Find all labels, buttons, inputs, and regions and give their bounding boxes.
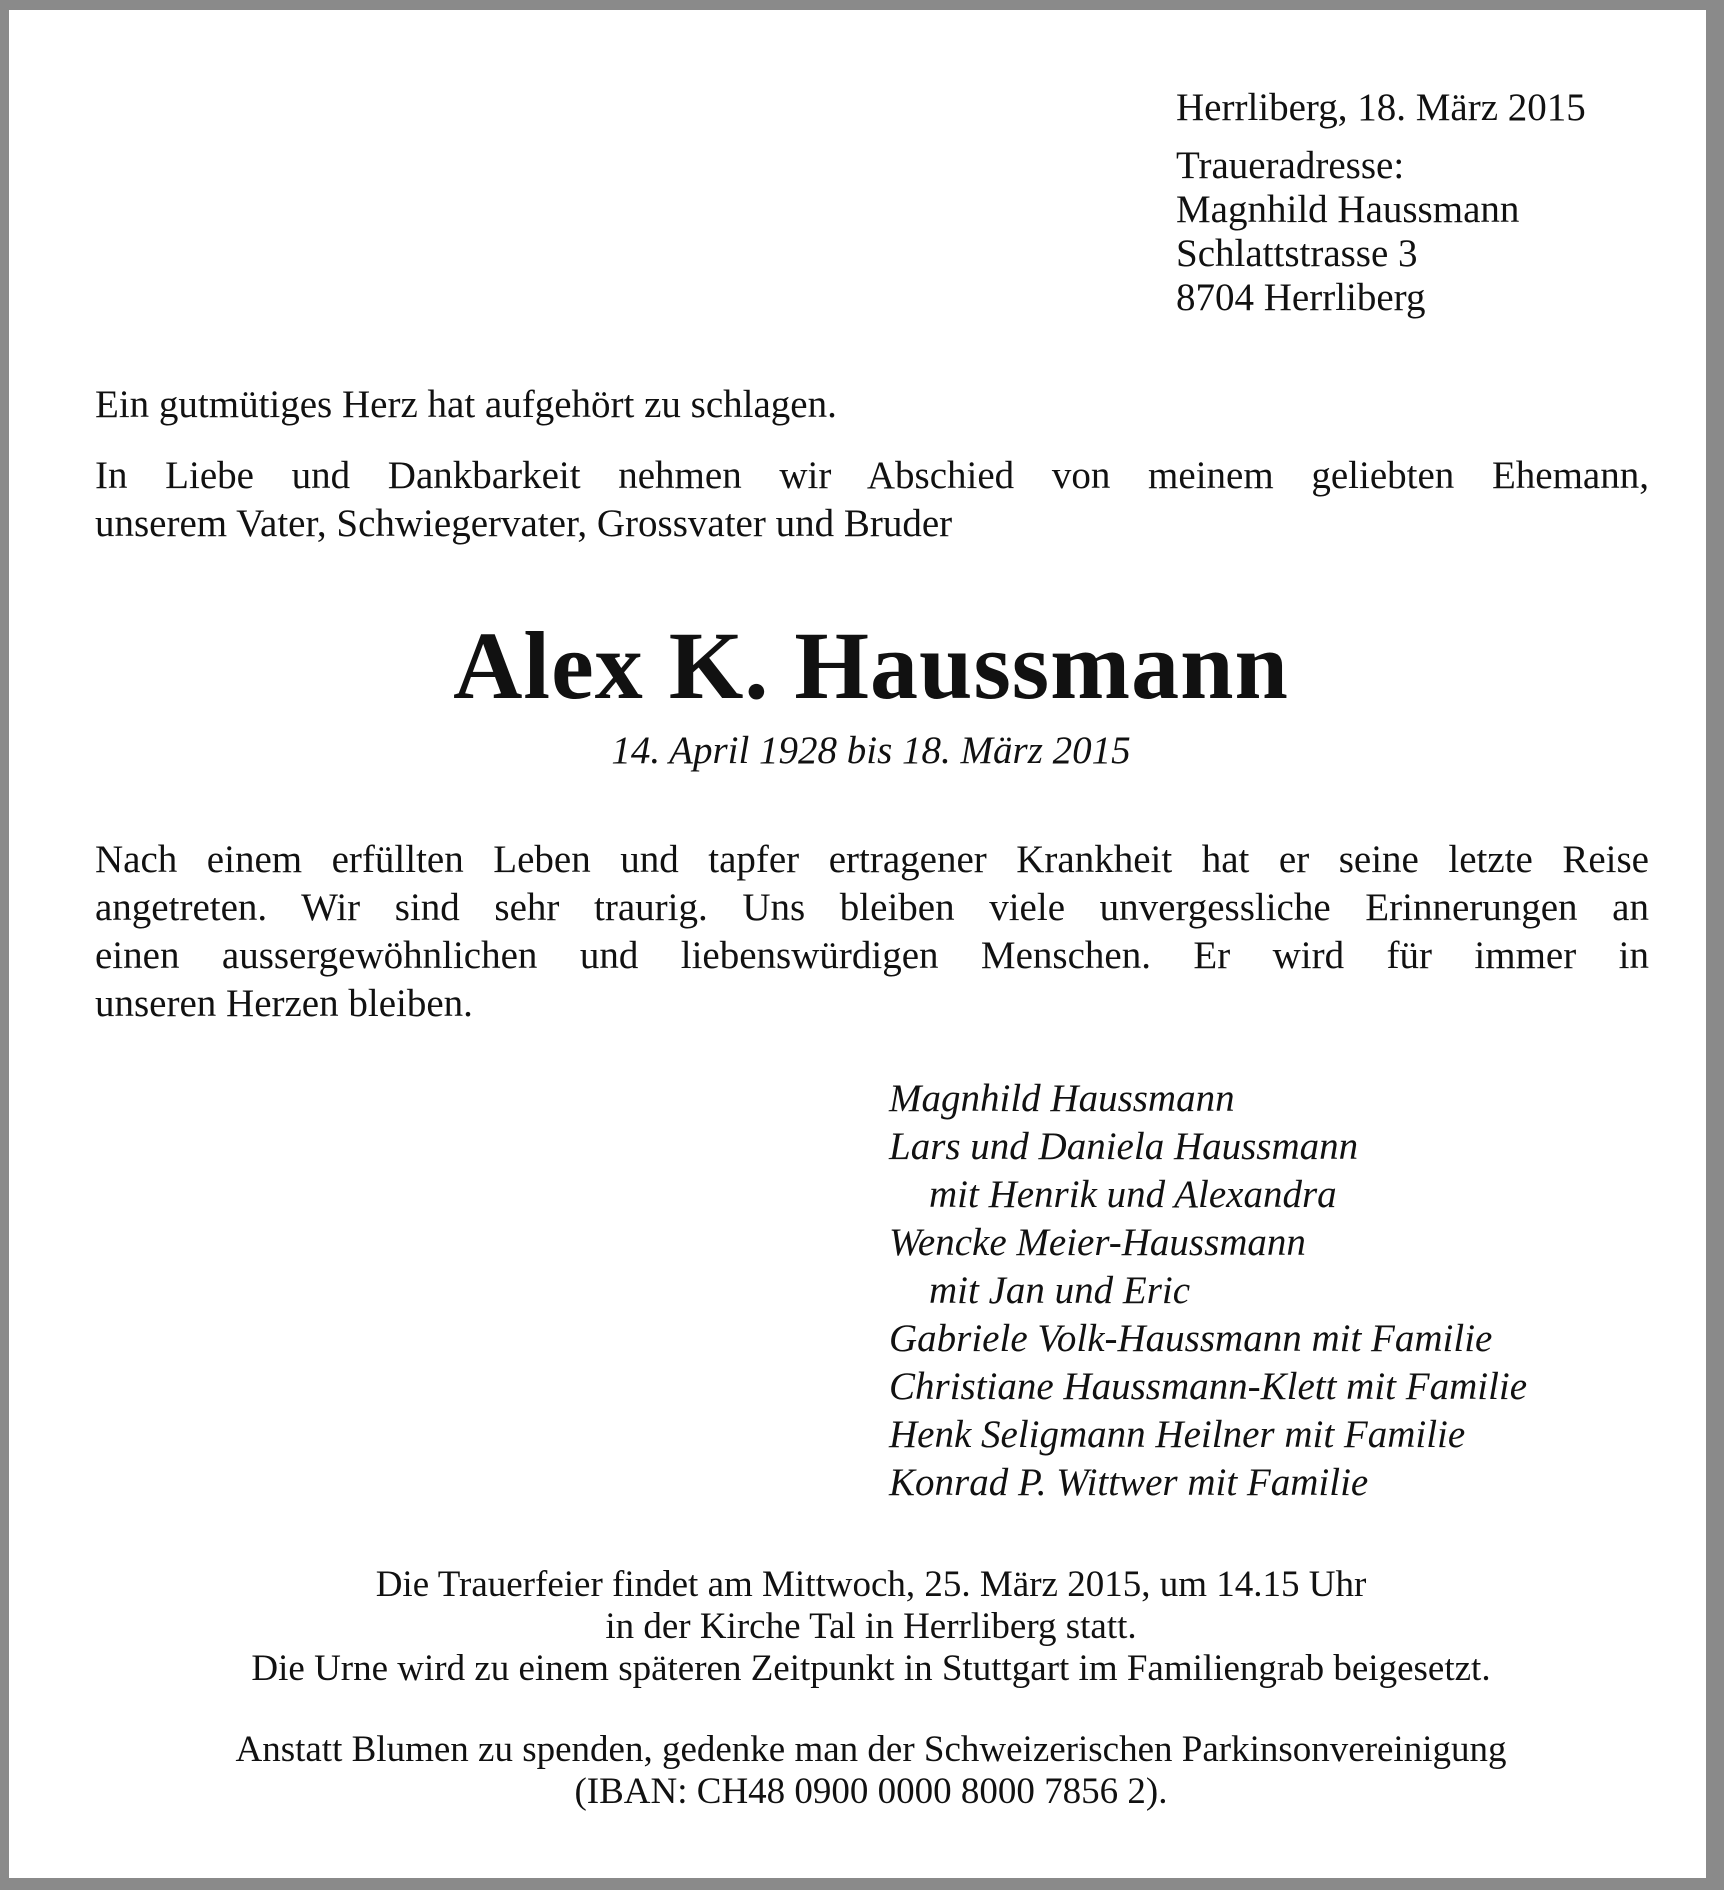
mourner-name: Magnhild Haussmann — [889, 1077, 1235, 1120]
ceremony-line: Die Urne wird zu einem späteren Zeitpunkt in Stuttgart im Familiengrab beigesetzt. — [251, 1648, 1491, 1689]
intro-paragraph — [95, 452, 1649, 548]
intro-line: In Liebe und Dankbarkeit nehmen wir Abschied von meinem geliebten Ehemann, — [95, 454, 1649, 497]
body-line: einen aussergewöhnlichen und liebenswürdigen Menschen. Er wird für immer in — [95, 934, 1649, 977]
body-line: angetreten. Wir sind sehr traurig. Uns bleiben viele unvergessliche Erinnerungen an — [95, 886, 1649, 929]
mourner-name: Henk Seligmann Heilner mit Familie — [889, 1413, 1466, 1456]
donation-line: Anstatt Blumen zu spenden, gedenke man der Schweizerischen Parkinsonvereinigung — [235, 1729, 1507, 1770]
intro-line: unserem Vater, Schwiegervater, Grossvater und Bruder — [95, 502, 953, 545]
donation-info — [9, 1729, 1724, 1813]
place-date: Herrliberg, 18. März 2015 — [1176, 86, 1586, 129]
body-line: unseren Herzen bleiben. — [95, 982, 473, 1025]
mourner-name: mit Jan und Eric — [929, 1269, 1191, 1312]
address-street: Schlattstrasse 3 — [1176, 232, 1418, 275]
address-city: 8704 Herrliberg — [1176, 276, 1426, 319]
mourner-name: Gabriele Volk-Haussmann mit Familie — [889, 1317, 1493, 1360]
address-label: Traueradresse: — [1176, 144, 1405, 187]
mourner-name: Lars und Daniela Haussmann — [889, 1125, 1359, 1168]
life-dates: 14. April 1928 bis 18. März 2015 — [611, 729, 1131, 772]
mourning-address-block — [1176, 86, 1586, 320]
ceremony-line: Die Trauerfeier findet am Mittwoch, 25. März 2015, um 14.15 Uhr — [375, 1564, 1367, 1605]
body-line: Nach einem erfüllten Leben und tapfer ertragener Krankheit hat er seine letzte Reise — [95, 838, 1649, 881]
mourner-name: Wencke Meier-Haussmann — [889, 1221, 1306, 1264]
ceremony-line: in der Kirche Tal in Herrliberg statt. — [605, 1606, 1137, 1647]
opening-line: Ein gutmütiges Herz hat aufgehört zu schlagen. — [95, 383, 837, 426]
mourners-list — [889, 1075, 1527, 1507]
donation-iban: (IBAN: CH48 0900 0000 8000 7856 2). — [574, 1771, 1168, 1812]
body-paragraph — [95, 836, 1649, 1028]
mourner-name: mit Henrik und Alexandra — [929, 1173, 1337, 1216]
address-name: Magnhild Haussmann — [1176, 188, 1520, 231]
mourner-name: Konrad P. Wittwer mit Familie — [889, 1461, 1369, 1504]
ceremony-info — [9, 1564, 1724, 1690]
deceased-name: Alex K. Haussmann — [453, 612, 1289, 719]
mourner-name: Christiane Haussmann-Klett mit Familie — [889, 1365, 1528, 1408]
